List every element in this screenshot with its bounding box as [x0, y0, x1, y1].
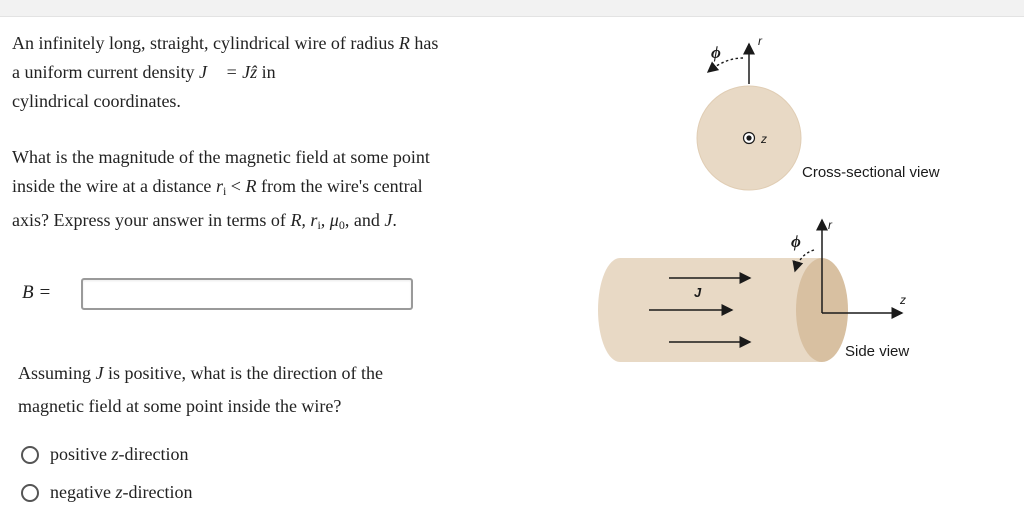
var-r: r [215, 176, 223, 196]
less-than: < [226, 176, 246, 196]
intro-text: a uniform current density [12, 62, 199, 82]
q2-text: is positive, what is the direction of the [103, 363, 383, 383]
intro-text: has [409, 33, 439, 53]
z-axis-dot [746, 135, 751, 140]
radio-button[interactable] [21, 484, 39, 502]
subscript-i: i [317, 218, 321, 232]
option-negative-z[interactable] [21, 482, 192, 503]
question1-line-1: What is the magnitude of the magnetic field at some point [12, 147, 430, 167]
wire-figure [580, 20, 980, 380]
current-label: J [694, 285, 702, 300]
option-positive-z[interactable] [21, 444, 189, 465]
option-label [50, 482, 192, 503]
q2-text: Assuming [18, 363, 96, 383]
var-J: J [384, 210, 393, 230]
var-R: R [245, 176, 257, 196]
question2-line-2: magnetic field at some point inside the wire? [18, 396, 342, 416]
option-text: -direction [118, 444, 189, 464]
var-J: J [95, 363, 104, 383]
question-magnitude [12, 143, 430, 240]
subscript-i: i [222, 184, 227, 198]
q1-text: , and [344, 210, 385, 230]
radio-button[interactable] [21, 446, 39, 464]
q1-text: from the wire's central [256, 176, 423, 196]
var-R: R [398, 33, 410, 53]
q1-text: inside the wire at a distance [12, 176, 216, 196]
intro-text: in [257, 62, 276, 82]
question1-line-3 [12, 206, 430, 240]
vars-R-r: R, r [290, 210, 318, 230]
var-z: z [111, 444, 119, 464]
phi-label: ϕ [791, 232, 801, 251]
q1-text: axis? Express your answer in terms of [12, 210, 291, 230]
var-z: z [115, 482, 123, 502]
var-mu: , μ [320, 210, 339, 230]
r-label: r [758, 34, 762, 48]
option-text: positive [50, 444, 112, 464]
r-label: r [828, 218, 832, 232]
intro-line-2 [12, 58, 438, 87]
phi-label: ϕ [711, 43, 721, 62]
current-density-equation: J⃗ = Jẑ [198, 62, 258, 82]
option-text: negative [50, 482, 116, 502]
option-label [50, 444, 189, 465]
top-bar [0, 0, 1024, 17]
side-view-label: Side view [845, 343, 910, 360]
z-label: z [761, 132, 767, 146]
answer-input[interactable] [81, 278, 413, 310]
question2-line-1 [18, 357, 383, 390]
intro-text: An infinitely long, straight, cylindrical wire of radius [12, 33, 399, 53]
intro-line-3: cylindrical coordinates. [12, 91, 181, 111]
problem-intro [12, 29, 438, 116]
q1-text: . [392, 210, 397, 230]
cross-sectional-view-label: Cross-sectional view [802, 164, 940, 181]
question1-line-2 [12, 172, 430, 206]
option-text: -direction [122, 482, 193, 502]
intro-line-1 [12, 29, 438, 58]
question-direction [18, 357, 383, 423]
z-label: z [900, 293, 906, 307]
answer-label: B = [22, 282, 52, 303]
subscript-0: 0 [338, 218, 345, 232]
